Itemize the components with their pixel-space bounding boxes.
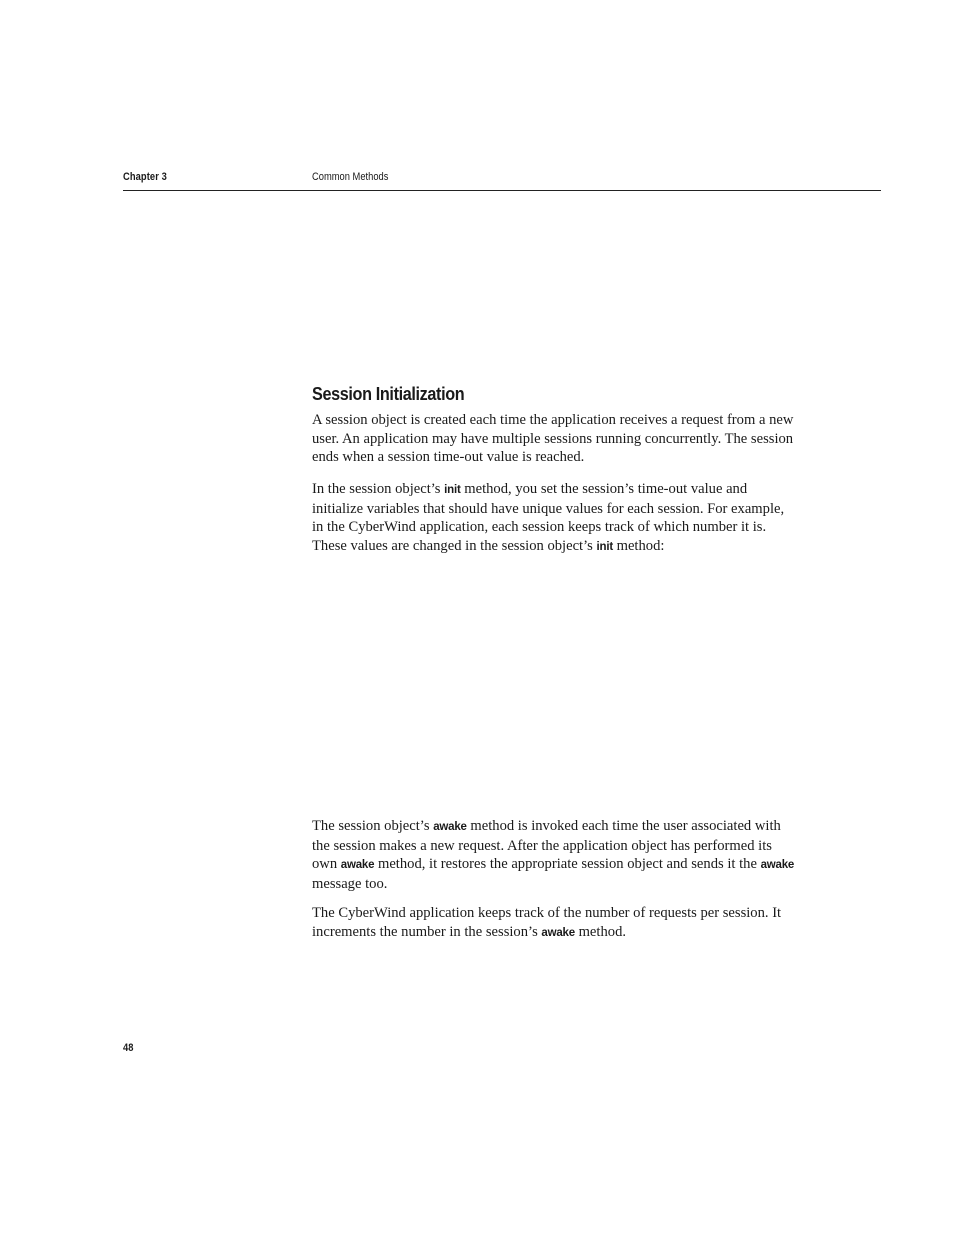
text-run: In the session object’s <box>312 481 445 497</box>
code-awake: awake <box>760 859 795 871</box>
paragraph-awake-method <box>312 817 796 893</box>
paragraph-request-count <box>312 904 796 942</box>
code-awake: awake <box>340 859 375 871</box>
text-run: The session object’s <box>312 818 434 834</box>
code-awake: awake <box>541 926 575 939</box>
running-header-title: Common Methods <box>312 171 389 183</box>
code-init: init <box>596 540 613 553</box>
text-run: method. <box>574 923 627 940</box>
chapter-label: Chapter 3 <box>123 171 167 183</box>
paragraph-session-created: A session object is created each time the application receives a request from a new user. An application may have multiple sessions running concurrently. The session ends when a session time-out value is reached. <box>312 412 794 465</box>
code-awake: awake <box>433 821 467 833</box>
text-run: method, you set the session’s time-out value and initialize variables that should have unique values for each session. For example, in the CyberWind application, each session keeps track of which number it is. These values are changed in the session object’s <box>312 481 785 554</box>
page-number: 48 <box>123 1042 134 1054</box>
text-run: method, it restores the appropriate session object and sends it the <box>374 856 761 872</box>
code-init: init <box>444 484 461 496</box>
header-rule <box>123 190 881 191</box>
text-run: The CyberWind application keeps track of the number of requests per session. It increments the number in the session’s <box>312 905 782 940</box>
section-heading: Session Initialization <box>312 384 465 404</box>
paragraph-init-method <box>312 480 796 556</box>
text-run: method is invoked each time the user associated with the session makes a new request. After the application object has performed its own <box>312 818 781 872</box>
text-run: method: <box>612 537 665 554</box>
text-run: message too. <box>312 875 388 892</box>
